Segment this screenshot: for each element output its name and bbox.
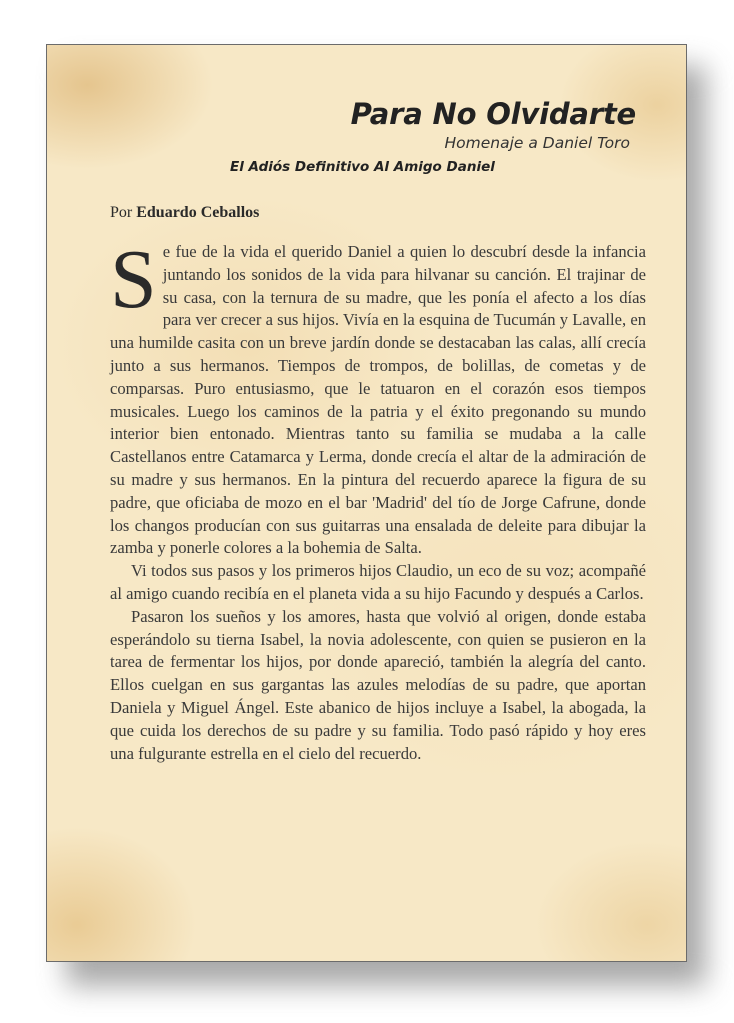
byline-prefix: Por — [110, 204, 137, 221]
document-subtitle: Homenaje a Daniel Toro — [444, 134, 630, 152]
document-title: Para No Olvidarte — [350, 97, 636, 131]
byline-author: Eduardo Ceballos — [136, 204, 260, 221]
paragraph-1 — [110, 233, 646, 560]
paragraph-2: Vi todos sus pasos y los primeros hijos Claudio, un eco de su voz; acompañé al amigo cuando recibía en el planeta vida a su hijo Facundo y después a Carlos. — [110, 561, 646, 603]
drop-cap: S — [110, 233, 157, 326]
article-body — [110, 233, 646, 765]
paragraph-3: Pasaron los sueños y los amores, hasta que volvió al origen, donde estaba esperándolo su tierna Isabel, la novia adolescente, con quien se pusieron en la tarea de fermentar los hijos, por donde apareció, también la alegría del canto. Ellos cuelgan en sus gargantas las azules melodías de su padre, que aportan Daniela y Miguel Ángel. Este abanico de hijos incluye a Isabel, la abogada, la que cuida los derechos de su padre y su familia. Todo pasó rápido y hoy eres una fulgurante estrella en el cielo del recuerdo. — [110, 606, 646, 763]
byline — [110, 204, 259, 222]
paragraph-1-text: e fue de la vida el querido Daniel a quien lo descubrí desde la infancia juntando los sonidos de la vida para hilvanar su canción. El trajinar de su casa, con la ternura de su madre, que les ponía el afecto a los días para ver crecer a sus hijos. Vivía en la esquina de Tucumán y Lavalle, en una humilde casita con un breve jardín donde se destacaban las calas, allí crecía junto a sus hermanos. Tiempos de trompos, de bolillas, de cometas y de comparsas. Puro entusiasmo, que le tatuaron en el corazón esos tiempos musicales. Luego los caminos de la patria y el éxito pregonando su mundo interior bien entonado. Mientras tanto su familia se mudaba a la calle Castellanos entre Catamarca y Lerma, donde crecía el altar de la admiración de su madre y sus hermanos. En la pintura del recuerdo aparece la figura de su padre, que oficiaba de mozo en el bar 'Madrid' del tío de Jorge Cafrune, donde los changos producían con sus guitarras una ensalada de deleite para dibujar la zamba y ponerle colores a la bohemia de Salta. — [110, 242, 646, 558]
article-heading: El Adiós Definitivo Al Amigo Daniel — [230, 159, 495, 175]
document-page — [46, 44, 687, 962]
